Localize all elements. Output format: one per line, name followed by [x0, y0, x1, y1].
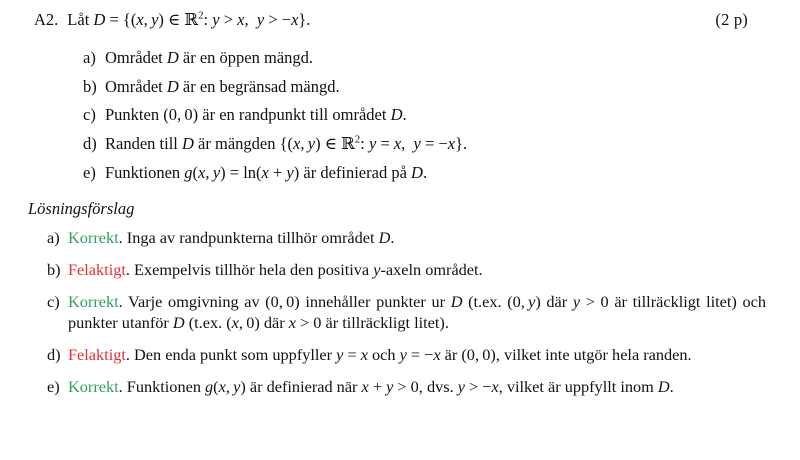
claim-item-c [83, 105, 760, 125]
claim-text-d: Randen till D är mängden {(x, y) ∈ ℝ$^2$: y = x, y = −x}. [105, 133, 468, 153]
problem-statement-group [34, 10, 310, 31]
problem-heading-line [34, 10, 748, 31]
verdict-badge-a: Korrekt [68, 228, 119, 247]
solution-list [47, 228, 766, 409]
solution-heading: Lösningsförslag [28, 199, 135, 218]
verdict-badge-c: Korrekt [68, 292, 119, 312]
claim-text-e: Funktionen g(x, y) = ln(x + y) är definierad på D. [105, 162, 428, 182]
solution-marker-c: c) [47, 292, 60, 312]
claim-marker-e: e) [83, 162, 96, 182]
claim-item-b [83, 77, 760, 97]
claim-marker-c: c) [83, 105, 96, 125]
problem-statement: Låt D = {(x, y) ∈ ℝ$^2$: y > x, y > −x}. [67, 9, 311, 29]
claim-item-d [83, 134, 760, 154]
solution-body-c: Korrekt. Varje omgivning av (0, 0) innehåller punkter ur D (t.ex. (0, y) där y > 0 är tillräckligt litet) och punkter utanför D (t.ex. (x, 0) där x > 0 är tillräckligt litet). [68, 292, 766, 332]
solution-body-b: Felaktigt. Exempelvis tillhör hela den positiva y-axeln området. [68, 260, 483, 280]
claim-text-a: Området D är en öppen mängd. [105, 48, 314, 67]
solution-item-a [47, 228, 766, 249]
claim-item-a [83, 48, 760, 68]
solution-item-c [47, 292, 766, 333]
solution-marker-b: b) [47, 260, 61, 280]
claim-item-e [83, 163, 760, 183]
claim-list [83, 48, 760, 191]
solution-item-e [47, 377, 766, 398]
claim-marker-b: b) [83, 76, 97, 96]
solution-marker-d: d) [47, 344, 61, 364]
claim-text-b: Området D är en begränsad mängd. [105, 76, 340, 96]
solution-body-e: Korrekt. Funktionen g(x, y) är definierad när x + y > 0, dvs. y > −x, vilket är uppfyllt inom D. [68, 376, 674, 396]
solution-marker-e: e) [47, 376, 60, 396]
verdict-badge-d: Felaktigt [68, 344, 126, 364]
solution-body-d: Felaktigt. Den enda punkt som uppfyller y = x och y = −x är (0, 0), vilket inte utgör hela randen. [68, 344, 692, 364]
verdict-badge-b: Felaktigt [68, 260, 126, 280]
solution-body-a: Korrekt. Inga av randpunkterna tillhör området D. [68, 228, 395, 247]
solution-item-b [47, 260, 766, 281]
claim-marker-a: a) [83, 48, 96, 67]
problem-label: A2. [34, 10, 59, 29]
claim-text-c: Punkten (0, 0) är en randpunkt till området D. [105, 105, 407, 125]
verdict-badge-e: Korrekt [68, 376, 119, 396]
claim-marker-d: d) [83, 133, 97, 153]
points-badge: (2 p) [715, 10, 748, 29]
solution-marker-a: a) [47, 228, 60, 247]
solution-item-d [47, 345, 766, 366]
